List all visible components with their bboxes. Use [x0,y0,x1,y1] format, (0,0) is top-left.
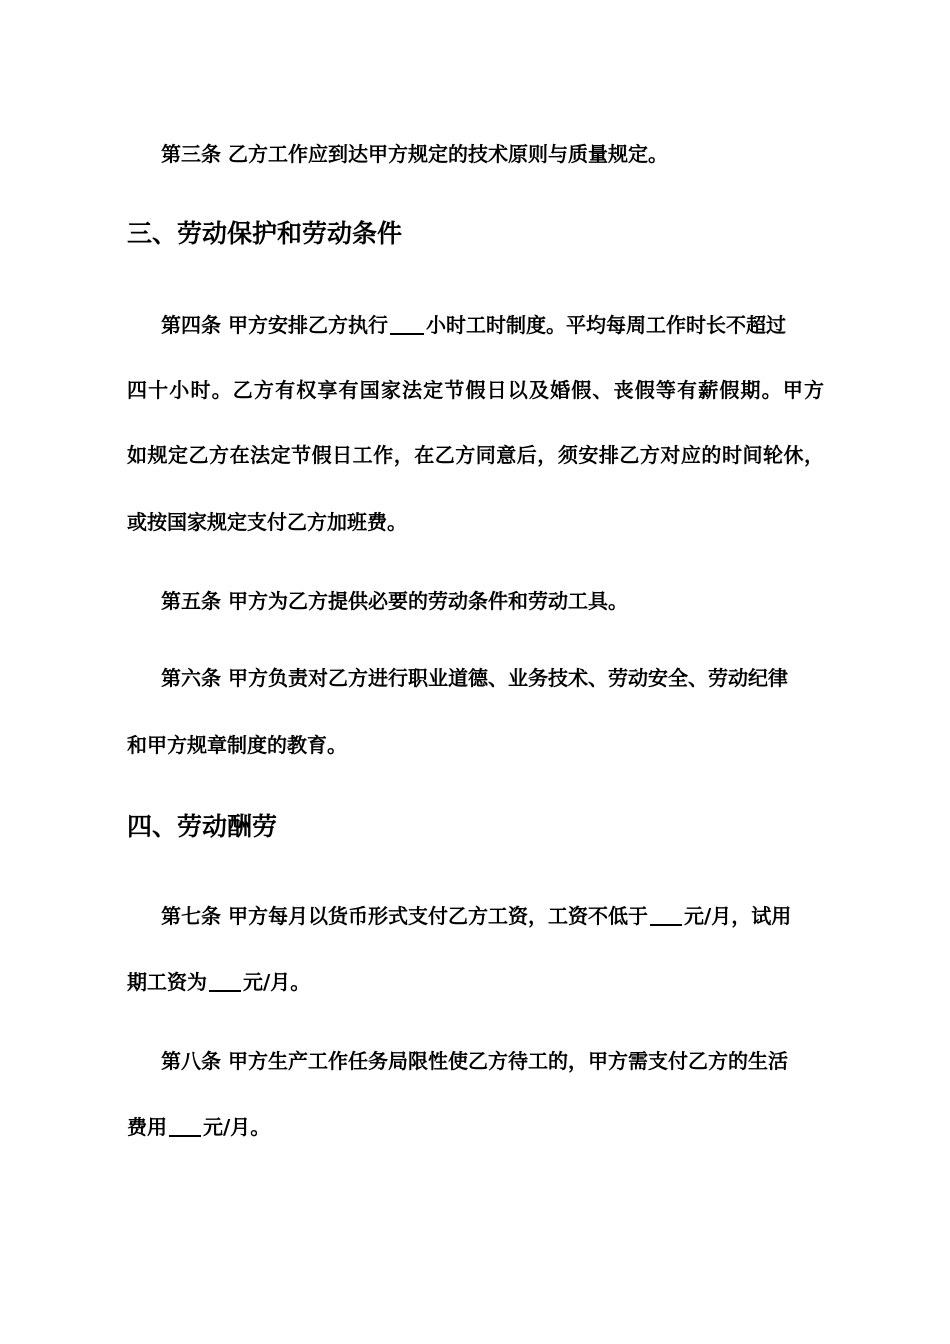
section-4-heading [127,810,827,844]
hours-blank [390,313,424,335]
article-7-text-b: 元/月，试用 [683,904,792,928]
article-4-line-3-text: 如规定乙方在法定节假日工作，在乙方同意后，须安排乙方对应的时间轮休， [127,443,824,467]
article-8-line-1 [161,1047,861,1075]
salary-blank [650,904,682,926]
probation-salary-blank [209,970,241,992]
article-6-line-2 [127,731,827,759]
article-3 [161,140,861,168]
article-4-line-2 [127,376,824,404]
section-3-heading-text: 三、劳动保护和劳动条件 [127,219,403,248]
article-4-line-4-text: 或按国家规定支付乙方加班费。 [127,510,407,534]
article-4-line-4 [127,508,827,536]
article-4-line-2-text: 四十小时。乙方有权享有国家法定节假日以及婚假、丧假等有薪假期。甲方 [127,378,824,402]
article-7-line-2-text-b: 元/月。 [243,970,311,994]
section-4-heading-text: 四、劳动酬劳 [127,812,278,841]
article-8-line-1-text: 第八条 甲方生产工作任务局限性使乙方待工的，甲方需支付乙方的生活 [161,1049,788,1073]
article-7-line-2 [127,968,827,996]
article-8-line-2-text-a: 费用 [127,1115,167,1139]
article-6-line-1 [161,664,861,692]
article-4-text-b: 小时工时制度。平均每周工作时长不超过 [425,313,786,337]
living-expense-blank [169,1115,201,1137]
article-8-line-2-text-b: 元/月。 [203,1115,271,1139]
article-4-line-1 [161,311,861,339]
article-6-line-1-text: 第六条 甲方负责对乙方进行职业道德、业务技术、劳动安全、劳动纪律 [161,666,788,690]
article-8-line-2 [127,1113,827,1141]
article-4-line-3 [127,441,824,469]
article-5 [161,587,861,615]
article-7-line-1 [161,902,861,930]
article-7-line-2-text-a: 期工资为 [127,970,207,994]
article-5-text: 第五条 甲方为乙方提供必要的劳动条件和劳动工具。 [161,589,628,613]
article-7-text-a: 第七条 甲方每月以货币形式支付乙方工资，工资不低于 [161,904,648,928]
section-3-heading [127,217,827,251]
article-6-line-2-text: 和甲方规章制度的教育。 [127,733,347,757]
article-3-text: 第三条 乙方工作应到达甲方规定的技术原则与质量规定。 [161,142,668,166]
article-4-text-a: 第四条 甲方安排乙方执行 [161,313,388,337]
